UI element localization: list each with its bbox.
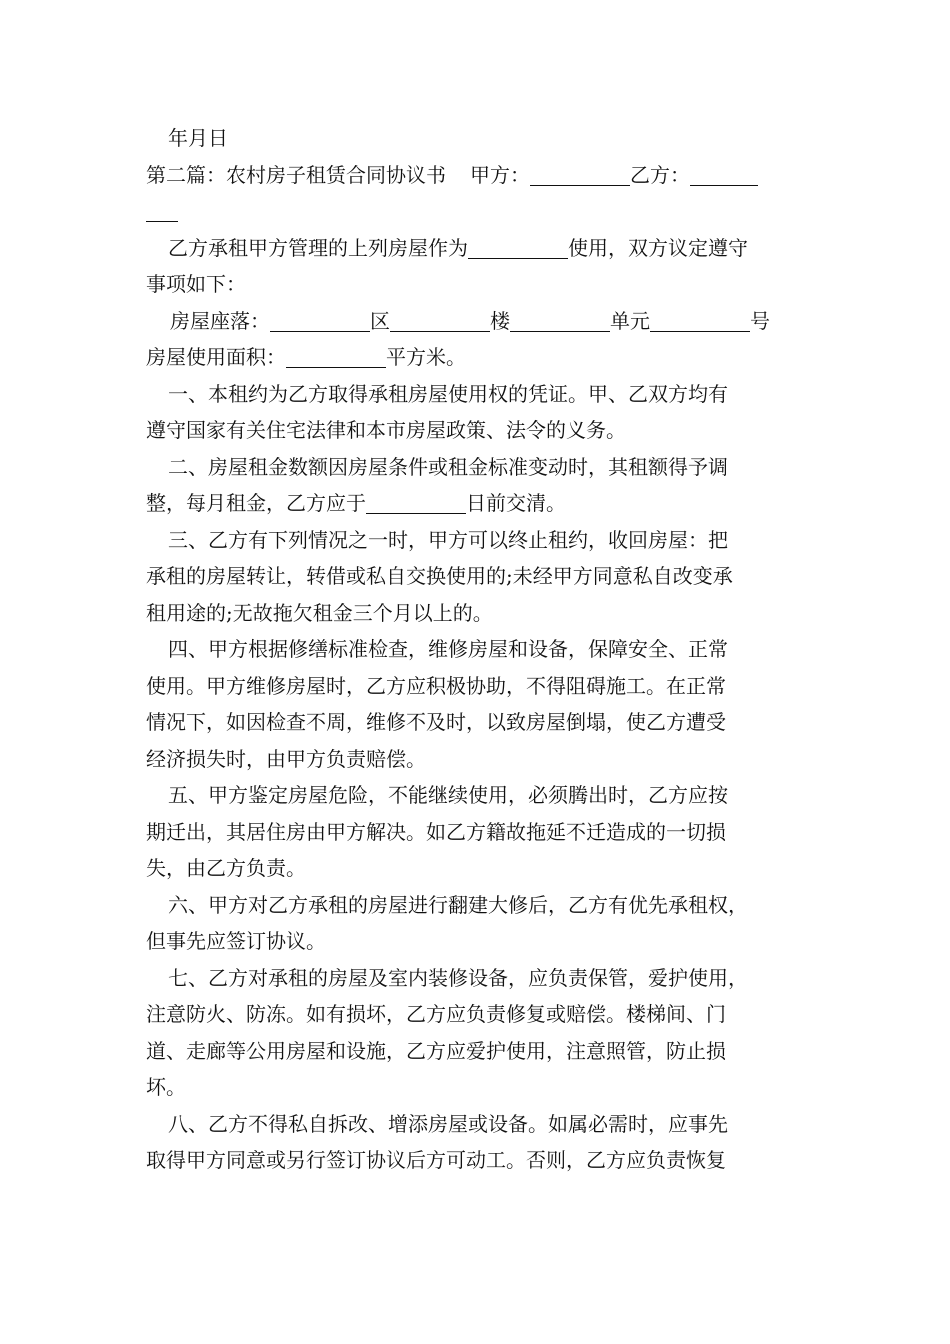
clause-2-line-1: 二、房屋租金数额因房屋条件或租金标准变动时，其租额得予调 xyxy=(168,454,728,479)
unit-label: 单元 xyxy=(610,308,650,333)
area-line xyxy=(146,339,808,376)
party-b-blank-cont xyxy=(146,199,178,222)
clause-7-line-4: 坏。 xyxy=(146,1075,186,1099)
clause-4-line-1: 四、甲方根据修缮标准检查，维修房屋和设备，保障安全、正常 xyxy=(168,637,728,661)
clause-1-line-2: 遵守国家有关住宅法律和本市房屋政策、法令的义务。 xyxy=(146,418,626,442)
number-label: 号 xyxy=(750,308,770,333)
district-label: 区 xyxy=(370,308,390,333)
area-unit: 平方米。 xyxy=(386,345,466,369)
unit-blank xyxy=(510,309,610,332)
clause-8-line-1: 八、乙方不得私自拆改、增添房屋或设备。如属必需时，应事先 xyxy=(168,1111,728,1136)
party-b-label: 乙方： xyxy=(630,162,690,187)
payment-day-blank xyxy=(366,491,466,514)
usage-line-2: 事项如下： xyxy=(146,272,246,296)
number-blank xyxy=(650,309,750,332)
clause-5-line-1: 五、甲方鉴定房屋危险，不能继续使用，必须腾出时，乙方应按 xyxy=(168,783,728,807)
clause-5-line-3: 失，由乙方负责。 xyxy=(146,856,306,880)
clause-1-line-1: 一、本租约为乙方取得承租房屋使用权的凭证。甲、乙双方均有 xyxy=(168,381,728,406)
clause-7-line-2: 注意防火、防冻。如有损坏，乙方应负责修复或赔偿。楼梯间、门 xyxy=(146,1002,726,1026)
clause-3-line-3: 租用途的;无故拖欠租金三个月以上的。 xyxy=(146,600,493,625)
clause-4-line-4: 经济损失时，由甲方负责赔偿。 xyxy=(146,746,426,771)
location-line xyxy=(146,303,808,340)
clause-2-text-b: 日前交清。 xyxy=(466,491,566,515)
clause-5-line-2: 期迁出，其居住房由甲方解决。如乙方籍故拖延不迁造成的一切损 xyxy=(146,819,726,844)
clause-8-line-2: 取得甲方同意或另行签订协议后方可动工。否则，乙方应负责恢复 xyxy=(146,1148,726,1172)
clause-4-line-2: 使用。甲方维修房屋时，乙方应积极协助，不得阻碍施工。在正常 xyxy=(146,673,726,698)
clause-4-line-3: 情况下，如因检查不周，维修不及时，以致房屋倒塌，使乙方遭受 xyxy=(146,710,726,734)
party-b-blank xyxy=(690,163,758,186)
area-label: 房屋使用面积： xyxy=(146,345,286,369)
party-a-label: 甲方： xyxy=(470,162,530,187)
usage-blank xyxy=(468,236,568,259)
party-a-blank xyxy=(530,163,630,186)
clause-6-line-2: 但事先应签订协议。 xyxy=(146,929,326,953)
usage-text-a: 乙方承租甲方管理的上列房屋作为 xyxy=(168,235,468,260)
clause-7-line-3: 道、走廊等公用房屋和设施，乙方应爱护使用，注意照管，防止损 xyxy=(146,1038,726,1063)
area-blank xyxy=(286,345,386,368)
building-label: 楼 xyxy=(490,308,510,333)
clause-2-text-a: 整，每月租金，乙方应于 xyxy=(146,491,366,515)
contract-document xyxy=(146,120,808,1179)
clause-3-line-1: 三、乙方有下列情况之一时，甲方可以终止租约，收回房屋：把 xyxy=(168,527,728,552)
usage-line-1 xyxy=(146,230,808,267)
contract-title: 第二篇：农村房子租赁合同协议书 xyxy=(146,162,446,187)
party-b-blank-wrap xyxy=(146,193,808,230)
clause-7-line-1: 七、乙方对承租的房屋及室内装修设备，应负责保管，爱护使用， xyxy=(168,965,748,990)
clause-3-line-2: 承租的房屋转让，转借或私自交换使用的;未经甲方同意私自改变承 xyxy=(146,564,733,588)
usage-text-b: 使用，双方议定遵守 xyxy=(568,235,748,260)
header-date: 年月日 xyxy=(168,126,228,150)
title-line xyxy=(146,157,808,194)
location-label: 房屋座落： xyxy=(170,308,270,333)
clause-6-line-1: 六、甲方对乙方承租的房屋进行翻建大修后，乙方有优先承租权， xyxy=(168,892,748,917)
clause-2-line-2 xyxy=(146,485,808,522)
district-blank xyxy=(270,309,370,332)
building-blank xyxy=(390,309,490,332)
